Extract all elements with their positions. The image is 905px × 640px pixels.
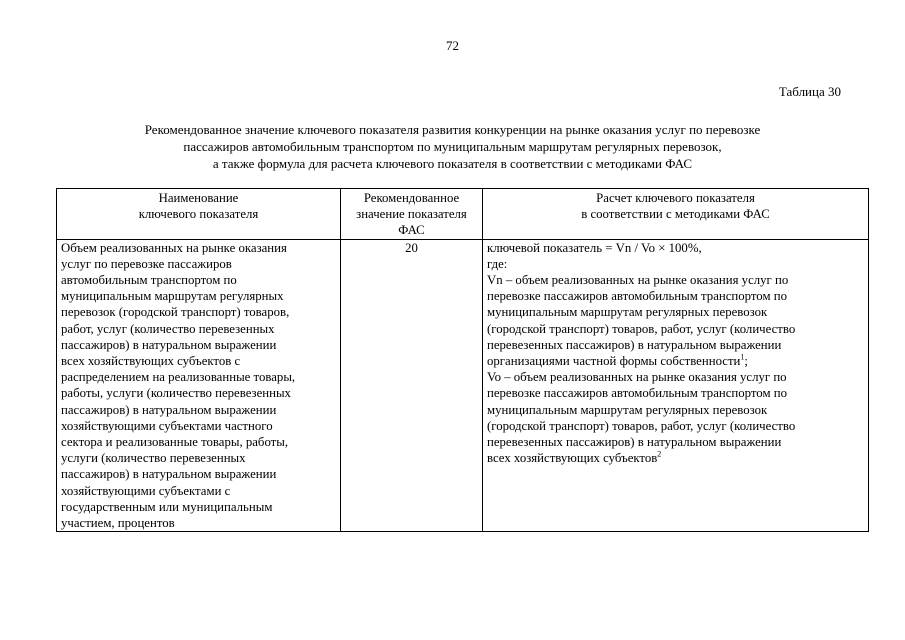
cell-recommended-value [341,239,483,532]
table-caption [0,121,905,172]
caption-line: пассажиров автомобильным транспортом по муниципальным маршрутам регулярных перевозок, [183,139,722,154]
table-header-row [57,189,869,240]
cell-indicator-name [57,239,341,532]
header-calculation [483,189,869,240]
header-line: значение показателя [356,207,467,222]
page-number: 72 [446,38,459,53]
text-line: хозяйствующими субъектами частного [61,418,273,433]
text-line [487,353,864,369]
cell-calculation [483,239,869,532]
header-line: в соответствии с методиками ФАС [581,207,770,222]
header-line: ключевого показателя [138,207,259,222]
text-line: Vo – объем реализованных на рынке оказания услуг по [487,370,787,385]
text-line: (городской транспорт) товаров, работ, услуг (количество [487,418,796,433]
text-line: услуг по перевозке пассажиров [61,256,232,271]
text-line: хозяйствующими субъектами с [61,483,231,498]
text-line: муниципальным маршрутам регулярных [61,289,284,304]
text-line: перевозке пассажиров автомобильным транспортом по [487,289,788,304]
text-fragment: организациями частной формы собственности [487,354,741,369]
caption-line: а также формула для расчета ключевого показателя в соответствии с методиками ФАС [212,156,693,171]
text-line: работ, услуг (количество перевезенных [61,321,275,336]
text-line: пассажиров) в натуральном выражении [61,467,277,482]
text-fragment: всех хозяйствующих субъектов [487,451,658,466]
header-line: Рекомендованное [363,191,460,205]
text-line: Vn – объем реализованных на рынке оказания услуг по [487,273,789,288]
text-line: участием, процентов [61,516,175,531]
text-line: услуги (количество перевезенных [61,451,246,466]
indicator-table [56,188,869,532]
text-line: автомобильным транспортом по [61,273,237,288]
header-indicator-name [57,189,341,240]
caption-line: Рекомендованное значение ключевого показателя развития конкуренции на рынке оказания услуг по перевозке [144,122,761,137]
header-line: ФАС [398,223,425,238]
text-line: (городской транспорт) товаров, работ, услуг (количество [487,321,796,336]
text-line: перевозке пассажиров автомобильным транспортом по [487,386,788,401]
text-line: пассажиров) в натуральном выражении [61,402,277,417]
header-line: Наименование [158,191,239,205]
text-line [487,450,864,466]
text-line: работы, услуги (количество перевезенных [61,386,291,401]
footnote-ref-2: 2 [657,449,662,459]
text-line: сектора и реализованные товары, работы, [61,435,289,450]
header-line: Расчет ключевого показателя [596,191,755,205]
text-line: Объем реализованных на рынке оказания [61,240,287,255]
text-line: муниципальным маршрутам регулярных перевозок [487,305,768,320]
table-row [57,239,869,532]
table-label: Таблица 30 [778,84,841,99]
punctuation: ; [744,354,748,369]
text-line: перевезенных пассажиров) в натуральном выражении [487,337,782,352]
text-line: государственным или муниципальным [61,499,273,514]
footnote-ref-1: 1 [740,352,745,362]
text-line: пассажиров) в натуральном выражении [61,337,277,352]
text-line: перевозок (городской транспорт) товаров, [61,305,290,320]
formula-line: ключевой показатель = Vn / Vo × 100%, [487,240,702,255]
text-line: перевезенных пассажиров) в натуральном выражении [487,435,782,450]
recommended-value: 20 [405,240,418,255]
text-line: где: [487,256,508,271]
header-recommended-value [341,189,483,240]
text-line: муниципальным маршрутам регулярных перевозок [487,402,768,417]
text-line: распределением на реализованные товары, [61,370,296,385]
text-line: всех хозяйствующих субъектов с [61,354,241,369]
